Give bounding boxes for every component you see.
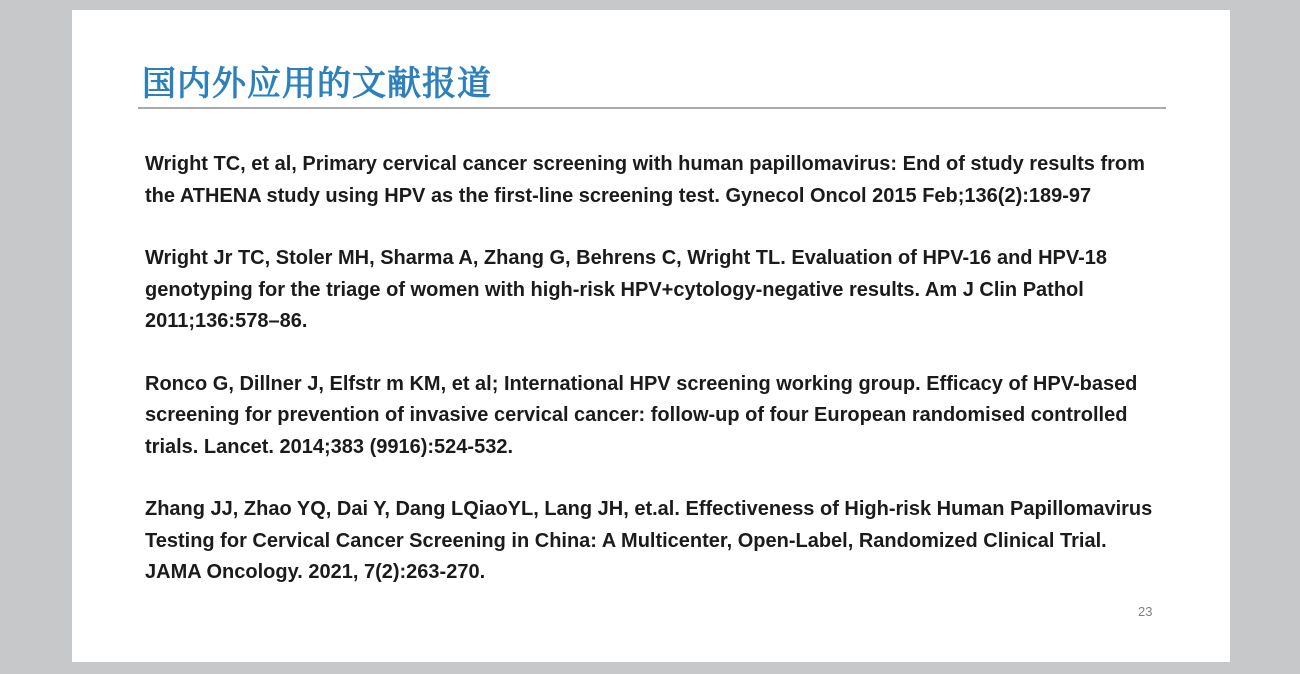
reference-item: Wright TC, et al, Primary cervical cancer screening with human papillomavirus: End of study results from the ATHENA study using HPV as the first-line screening test. Gynecol Oncol 2015 Feb;136(2):189-97 [145,153,1145,207]
reference-item: Ronco G, Dillner J, Elfstr m KM, et al; International HPV screening working group. Efficacy of HPV-based screening for prevention of invasive cervical cancer: follow-up of four European randomised controlled trials. Lancet. 2014;383 (9916):524-532. [145,372,1138,458]
reference-item: Wright Jr TC, Stoler MH, Sharma A, Zhang G, Behrens C, Wright TL. Evaluation of HPV-16 and HPV-18 genotyping for the triage of women with high-risk HPV+cytology-negative results. Am J Clin Pathol 2011;136:578–86. [145,247,1107,332]
page-title: 国内外应用的文献报道 [142,65,492,103]
page-number: 23 [1138,604,1153,619]
references-list [145,149,1165,620]
title-divider [138,107,1166,109]
slide [72,10,1230,662]
reference-item: Zhang JJ, Zhao YQ, Dai Y, Dang LQiaoYL, Lang JH, et.al. Effectiveness of High-risk Human Papillomavirus Testing for Cervical Cancer Screening in China: A Multicenter, Open-Label, Randomized Clinical Trial. JAMA Oncology. 2021, 7(2):263-270. [145,498,1153,583]
